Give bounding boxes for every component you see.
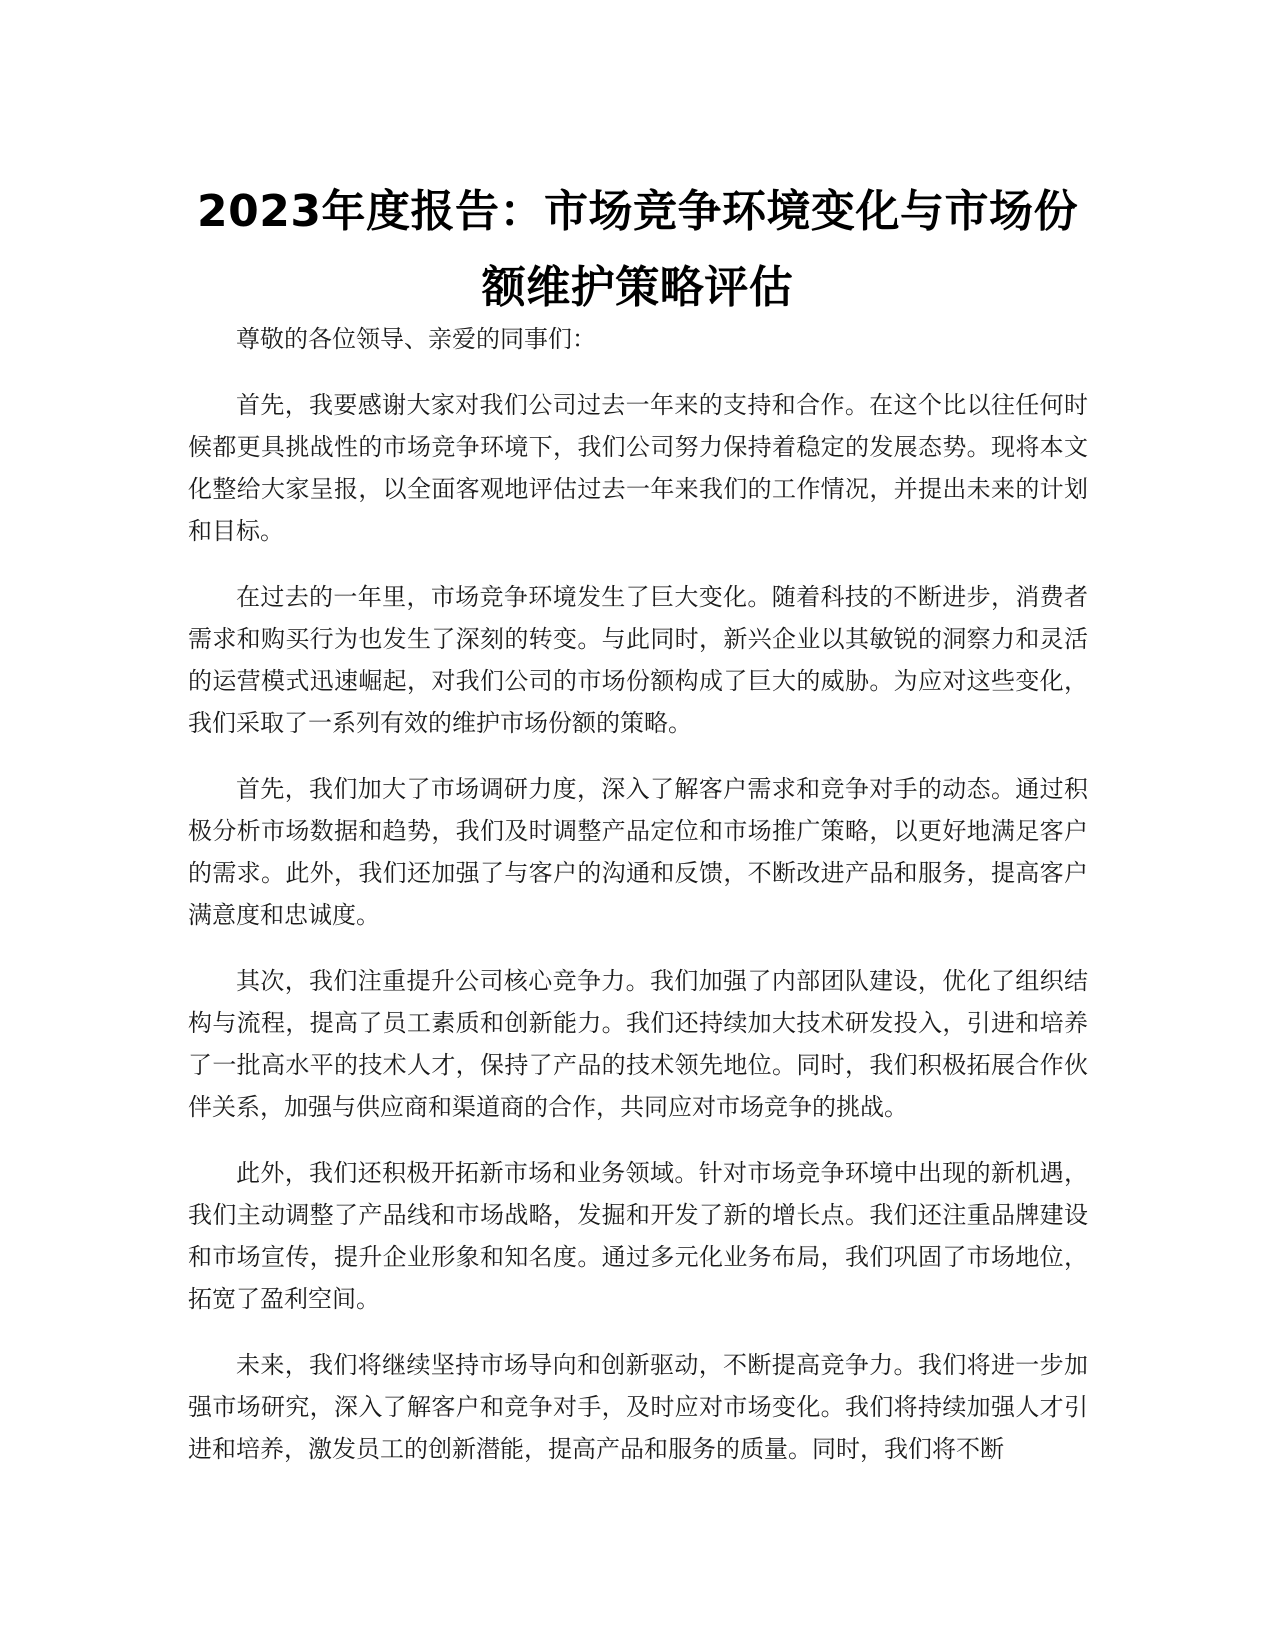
body-paragraph: 在过去的一年里，市场竞争环境发生了巨大变化。随着科技的不断进步，消费者需求和购买行为也发生了深刻的转变。与此同时，新兴企业以其敏锐的洞察力和灵活的运营模式迅速崛起，对我们公司的市场份额构成了巨大的威胁。为应对这些变化，我们采取了一系列有效的维护市场份额的策略。 xyxy=(188,583,1088,737)
body-paragraph: 其次，我们注重提升公司核心竞争力。我们加强了内部团队建设，优化了组织结构与流程，提高了员工素质和创新能力。我们还持续加大技术研发投入，引进和培养了一批高水平的技术人才，保持了产品的技术领先地位。同时，我们积极拓展合作伙伴关系，加强与供应商和渠道商的合作，共同应对市场竞争的挑战。 xyxy=(188,967,1088,1121)
document-body xyxy=(188,318,1088,1494)
body-paragraph: 首先，我们加大了市场调研力度，深入了解客户需求和竞争对手的动态。通过积极分析市场数据和趋势，我们及时调整产品定位和市场推广策略，以更好地满足客户的需求。此外，我们还加强了与客户的沟通和反馈，不断改进产品和服务，提高客户满意度和忠诚度。 xyxy=(188,775,1088,929)
body-paragraph: 首先，我要感谢大家对我们公司过去一年来的支持和合作。在这个比以往任何时候都更具挑战性的市场竞争环境下，我们公司努力保持着稳定的发展态势。现将本文化整给大家呈报，以全面客观地评估过去一年来我们的工作情况，并提出未来的计划和目标。 xyxy=(188,391,1088,545)
body-paragraph: 此外，我们还积极开拓新市场和业务领域。针对市场竞争环境中出现的新机遇，我们主动调整了产品线和市场战略，发掘和开发了新的增长点。我们还注重品牌建设和市场宣传，提升企业形象和知名度。通过多元化业务布局，我们巩固了市场地位，拓宽了盈利空间。 xyxy=(188,1159,1088,1313)
document-title: 2023年度报告：市场竞争环境变化与市场份额维护策略评估 xyxy=(197,186,1078,314)
salutation-paragraph: 尊敬的各位领导、亲爱的同事们： xyxy=(236,325,596,353)
body-paragraph: 未来，我们将继续坚持市场导向和创新驱动，不断提高竞争力。我们将进一步加强市场研究，深入了解客户和竞争对手，及时应对市场变化。我们将持续加强人才引进和培养，激发员工的创新潜能，提高产品和服务的质量。同时，我们将不断 xyxy=(188,1351,1088,1463)
